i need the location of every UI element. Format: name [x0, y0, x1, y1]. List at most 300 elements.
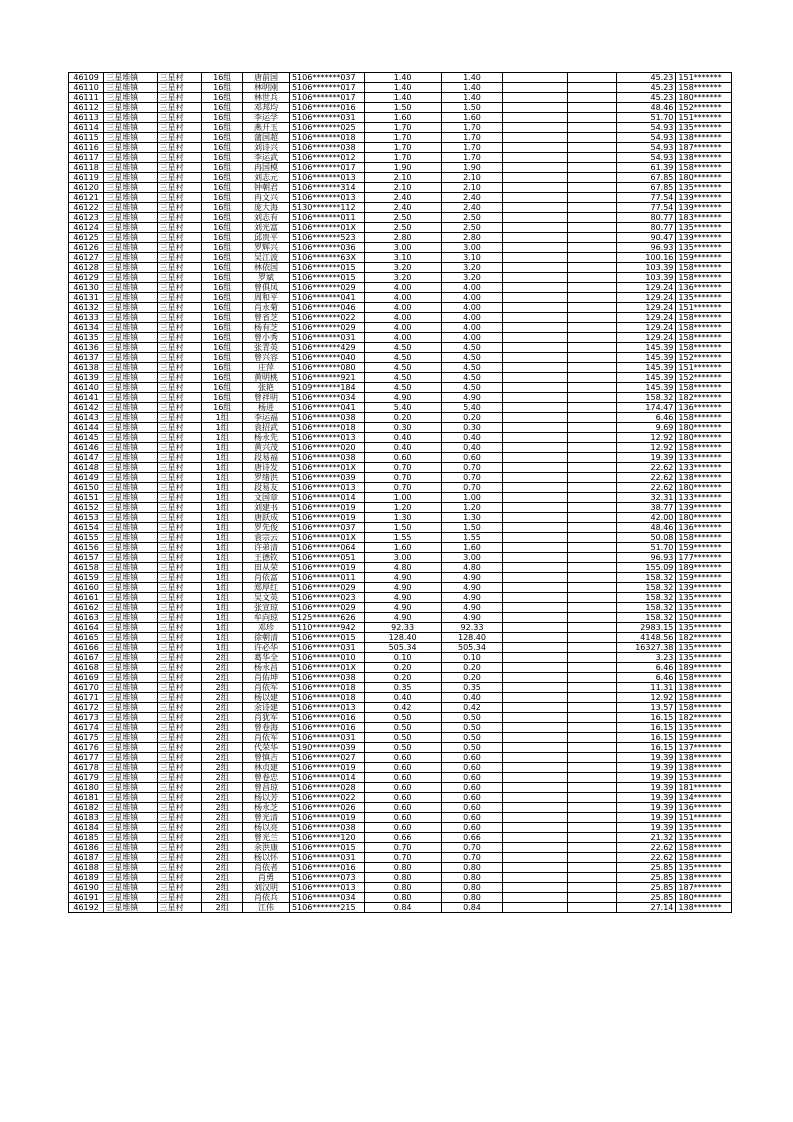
village-name: 三星村 — [157, 593, 202, 603]
confirmed-area-value: 0.80 — [441, 883, 503, 893]
id-number-masked: 5106*******031 — [289, 853, 364, 863]
farmer-name: 杨以芳 — [242, 793, 289, 803]
confirmed-area-value: 0.20 — [441, 673, 503, 683]
phone-number-masked: 135******* — [676, 183, 732, 193]
record-number: 46122 — [69, 203, 104, 213]
blank-cell — [567, 103, 616, 113]
village-name: 三星村 — [157, 813, 202, 823]
record-number: 46115 — [69, 133, 104, 143]
blank-cell — [567, 753, 616, 763]
farmer-name: 林依国 — [242, 263, 289, 273]
confirmed-area-value: 0.50 — [441, 723, 503, 733]
id-number-masked: 5106*******037 — [289, 73, 364, 83]
group-name: 1组 — [202, 603, 243, 613]
table-row — [69, 313, 732, 323]
blank-cell — [567, 373, 616, 383]
area-value: 0.80 — [364, 883, 441, 893]
village-name: 三星村 — [157, 393, 202, 403]
farmer-name: 曾小秀 — [242, 333, 289, 343]
town-name: 三星堆镇 — [104, 583, 157, 593]
town-name: 三星堆镇 — [104, 613, 157, 623]
farmer-name: 田从荣 — [242, 563, 289, 573]
record-number: 46152 — [69, 503, 104, 513]
blank-cell — [567, 393, 616, 403]
blank-cell — [567, 703, 616, 713]
subsidy-amount: 129.24 — [616, 323, 676, 333]
confirmed-area-value: 2.80 — [441, 233, 503, 243]
subsidy-amount: 145.39 — [616, 363, 676, 373]
subsidy-amount: 145.39 — [616, 343, 676, 353]
id-number-masked: 5106*******016 — [289, 723, 364, 733]
confirmed-area-value: 2.40 — [441, 203, 503, 213]
phone-number-masked: 151******* — [676, 363, 732, 373]
village-name: 三星村 — [157, 883, 202, 893]
id-number-masked: 5106*******020 — [289, 443, 364, 453]
farmer-name: 余诗建 — [242, 703, 289, 713]
village-name: 三星村 — [157, 243, 202, 253]
blank-cell — [503, 553, 567, 563]
phone-number-masked: 139******* — [676, 503, 732, 513]
table-row — [69, 873, 732, 883]
village-name: 三星村 — [157, 763, 202, 773]
record-number: 46179 — [69, 773, 104, 783]
farmer-name: 李运福 — [242, 413, 289, 423]
phone-number-masked: 153******* — [676, 773, 732, 783]
record-number: 46160 — [69, 583, 104, 593]
farmer-name: 郑厚红 — [242, 583, 289, 593]
blank-cell — [503, 633, 567, 643]
table-row — [69, 383, 732, 393]
town-name: 三星堆镇 — [104, 263, 157, 273]
group-name: 16组 — [202, 203, 243, 213]
table-row — [69, 763, 732, 773]
area-value: 505.34 — [364, 643, 441, 653]
id-number-masked: 5106*******046 — [289, 303, 364, 313]
farmer-name: 肖依兵 — [242, 893, 289, 903]
phone-number-masked: 182******* — [676, 713, 732, 723]
id-number-masked: 5106*******01X — [289, 533, 364, 543]
table-row — [69, 713, 732, 723]
table-row — [69, 863, 732, 873]
id-number-masked: 5130*******112 — [289, 203, 364, 213]
group-name: 16组 — [202, 313, 243, 323]
blank-cell — [567, 723, 616, 733]
blank-cell — [567, 843, 616, 853]
area-value: 0.50 — [364, 743, 441, 753]
blank-cell — [567, 253, 616, 263]
town-name: 三星堆镇 — [104, 523, 157, 533]
village-name: 三星村 — [157, 693, 202, 703]
table-row — [69, 663, 732, 673]
blank-cell — [503, 523, 567, 533]
group-name: 1组 — [202, 543, 243, 553]
area-value: 4.00 — [364, 303, 441, 313]
blank-cell — [503, 843, 567, 853]
confirmed-area-value: 2.10 — [441, 183, 503, 193]
farmer-name: 张宣琼 — [242, 603, 289, 613]
table-row — [69, 523, 732, 533]
group-name: 16组 — [202, 283, 243, 293]
town-name: 三星堆镇 — [104, 883, 157, 893]
blank-cell — [503, 643, 567, 653]
farmer-name: 曾省芝 — [242, 313, 289, 323]
id-number-masked: 5106*******027 — [289, 753, 364, 763]
group-name: 16组 — [202, 183, 243, 193]
area-value: 0.42 — [364, 703, 441, 713]
area-value: 3.00 — [364, 243, 441, 253]
town-name: 三星堆镇 — [104, 143, 157, 153]
group-name: 16组 — [202, 213, 243, 223]
town-name: 三星堆镇 — [104, 573, 157, 583]
farmer-name: 肖犹军 — [242, 713, 289, 723]
group-name: 1组 — [202, 583, 243, 593]
record-number: 46151 — [69, 493, 104, 503]
record-number: 46124 — [69, 223, 104, 233]
town-name: 三星堆镇 — [104, 553, 157, 563]
phone-number-masked: 135******* — [676, 243, 732, 253]
confirmed-area-value: 0.60 — [441, 793, 503, 803]
village-name: 三星村 — [157, 623, 202, 633]
subsidy-amount: 12.92 — [616, 693, 676, 703]
blank-cell — [503, 183, 567, 193]
group-name: 2组 — [202, 773, 243, 783]
blank-cell — [503, 503, 567, 513]
id-number-masked: 5106*******013 — [289, 193, 364, 203]
village-name: 三星村 — [157, 223, 202, 233]
id-number-masked: 5106*******022 — [289, 313, 364, 323]
subsidy-amount: 158.32 — [616, 583, 676, 593]
village-name: 三星村 — [157, 113, 202, 123]
area-value: 0.40 — [364, 693, 441, 703]
farmer-name: 罗辉兴 — [242, 243, 289, 253]
group-name: 1组 — [202, 413, 243, 423]
village-name: 三星村 — [157, 503, 202, 513]
farmer-name: 杨永芝 — [242, 803, 289, 813]
phone-number-masked: 158******* — [676, 163, 732, 173]
confirmed-area-value: 4.90 — [441, 593, 503, 603]
area-value: 1.60 — [364, 113, 441, 123]
id-number-masked: 5106*******019 — [289, 813, 364, 823]
village-name: 三星村 — [157, 233, 202, 243]
farmer-name: 吴江波 — [242, 253, 289, 263]
blank-cell — [503, 73, 567, 83]
area-value: 5.40 — [364, 403, 441, 413]
id-number-masked: 5106*******014 — [289, 773, 364, 783]
table-body — [69, 73, 732, 913]
farmer-name: 刘汉明 — [242, 883, 289, 893]
confirmed-area-value: 4.00 — [441, 293, 503, 303]
farmer-name: 唐跃成 — [242, 513, 289, 523]
blank-cell — [567, 543, 616, 553]
record-number: 46143 — [69, 413, 104, 423]
town-name: 三星堆镇 — [104, 343, 157, 353]
blank-cell — [503, 203, 567, 213]
subsidy-amount: 19.39 — [616, 803, 676, 813]
subsidy-amount: 19.39 — [616, 453, 676, 463]
farmer-name: 钟朝君 — [242, 183, 289, 193]
phone-number-masked: 135******* — [676, 863, 732, 873]
town-name: 三星堆镇 — [104, 703, 157, 713]
farmer-name: 冉国模 — [242, 163, 289, 173]
blank-cell — [503, 703, 567, 713]
blank-cell — [503, 793, 567, 803]
group-name: 16组 — [202, 193, 243, 203]
town-name: 三星堆镇 — [104, 623, 157, 633]
town-name: 三星堆镇 — [104, 653, 157, 663]
id-number-masked: 5106*******017 — [289, 163, 364, 173]
blank-cell — [503, 873, 567, 883]
blank-cell — [567, 433, 616, 443]
blank-cell — [567, 283, 616, 293]
village-name: 三星村 — [157, 253, 202, 263]
village-name: 三星村 — [157, 93, 202, 103]
phone-number-masked: 151******* — [676, 813, 732, 823]
area-value: 1.40 — [364, 83, 441, 93]
farmer-name: 吴文英 — [242, 593, 289, 603]
blank-cell — [567, 153, 616, 163]
table-row — [69, 393, 732, 403]
record-number: 46186 — [69, 843, 104, 853]
subsidy-amount: 22.62 — [616, 483, 676, 493]
group-name: 16组 — [202, 103, 243, 113]
table-row — [69, 733, 732, 743]
id-number-masked: 5106*******015 — [289, 273, 364, 283]
id-number-masked: 5106*******018 — [289, 423, 364, 433]
table-row — [69, 623, 732, 633]
id-number-masked: 5106*******016 — [289, 713, 364, 723]
area-value: 4.90 — [364, 613, 441, 623]
subsidy-amount: 42.00 — [616, 513, 676, 523]
id-number-masked: 5106*******034 — [289, 393, 364, 403]
subsidy-amount: 27.14 — [616, 903, 676, 913]
blank-cell — [567, 83, 616, 93]
table-row — [69, 703, 732, 713]
confirmed-area-value: 3.00 — [441, 243, 503, 253]
village-name: 三星村 — [157, 343, 202, 353]
record-number: 46163 — [69, 613, 104, 623]
farmer-name: 邓珍 — [242, 623, 289, 633]
table-row — [69, 353, 732, 363]
town-name: 三星堆镇 — [104, 903, 157, 913]
id-number-masked: 5106*******012 — [289, 153, 364, 163]
subsidy-amount: 54.93 — [616, 133, 676, 143]
subsidy-amount: 48.46 — [616, 103, 676, 113]
blank-cell — [567, 903, 616, 913]
blank-cell — [503, 153, 567, 163]
table-row — [69, 223, 732, 233]
area-value: 0.35 — [364, 683, 441, 693]
town-name: 三星堆镇 — [104, 433, 157, 443]
confirmed-area-value: 0.60 — [441, 773, 503, 783]
phone-number-masked: 139******* — [676, 233, 732, 243]
farmer-name: 杨永昌 — [242, 663, 289, 673]
confirmed-area-value: 5.40 — [441, 403, 503, 413]
blank-cell — [503, 513, 567, 523]
confirmed-area-value: 4.90 — [441, 603, 503, 613]
area-value: 0.20 — [364, 663, 441, 673]
blank-cell — [567, 333, 616, 343]
area-value: 1.40 — [364, 93, 441, 103]
blank-cell — [567, 413, 616, 423]
record-number: 46134 — [69, 323, 104, 333]
farmer-name: 杨进 — [242, 403, 289, 413]
blank-cell — [567, 453, 616, 463]
subsidy-amount: 158.32 — [616, 613, 676, 623]
id-number-masked: 5106*******073 — [289, 873, 364, 883]
id-number-masked: 5106*******034 — [289, 893, 364, 903]
phone-number-masked: 158******* — [676, 263, 732, 273]
subsidy-amount: 25.85 — [616, 883, 676, 893]
town-name: 三星堆镇 — [104, 753, 157, 763]
subsidy-amount: 9.69 — [616, 423, 676, 433]
confirmed-area-value: 1.70 — [441, 153, 503, 163]
group-name: 2组 — [202, 823, 243, 833]
record-number: 46121 — [69, 193, 104, 203]
id-number-masked: 5106*******029 — [289, 283, 364, 293]
table-row — [69, 243, 732, 253]
record-number: 46137 — [69, 353, 104, 363]
phone-number-masked: 158******* — [676, 533, 732, 543]
phone-number-masked: 135******* — [676, 293, 732, 303]
village-name: 三星村 — [157, 653, 202, 663]
confirmed-area-value: 1.55 — [441, 533, 503, 543]
phone-number-masked: 138******* — [676, 903, 732, 913]
town-name: 三星堆镇 — [104, 713, 157, 723]
town-name: 三星堆镇 — [104, 503, 157, 513]
blank-cell — [503, 443, 567, 453]
village-name: 三星村 — [157, 293, 202, 303]
area-value: 0.60 — [364, 753, 441, 763]
confirmed-area-value: 0.60 — [441, 783, 503, 793]
id-number-masked: 5106*******921 — [289, 373, 364, 383]
confirmed-area-value: 0.60 — [441, 753, 503, 763]
table-row — [69, 193, 732, 203]
table-row — [69, 413, 732, 423]
farmer-name: 徐朝清 — [242, 633, 289, 643]
village-name: 三星村 — [157, 873, 202, 883]
record-number: 46141 — [69, 393, 104, 403]
blank-cell — [503, 783, 567, 793]
record-number: 46187 — [69, 853, 104, 863]
record-number: 46142 — [69, 403, 104, 413]
id-number-masked: 5106*******013 — [289, 173, 364, 183]
town-name: 三星堆镇 — [104, 803, 157, 813]
table-row — [69, 123, 732, 133]
farmer-name: 邓邦均 — [242, 103, 289, 113]
phone-number-masked: 137******* — [676, 743, 732, 753]
town-name: 三星堆镇 — [104, 233, 157, 243]
table-row — [69, 653, 732, 663]
blank-cell — [503, 493, 567, 503]
village-name: 三星村 — [157, 513, 202, 523]
phone-number-masked: 177******* — [676, 553, 732, 563]
group-name: 2组 — [202, 873, 243, 883]
table-row — [69, 793, 732, 803]
subsidy-register-table — [68, 72, 732, 913]
village-name: 三星村 — [157, 723, 202, 733]
subsidy-amount: 80.77 — [616, 213, 676, 223]
table-row — [69, 173, 732, 183]
blank-cell — [503, 803, 567, 813]
farmer-name: 肖佑坤 — [242, 673, 289, 683]
id-number-masked: 5106*******025 — [289, 123, 364, 133]
confirmed-area-value: 4.00 — [441, 283, 503, 293]
blank-cell — [567, 653, 616, 663]
area-value: 4.90 — [364, 603, 441, 613]
farmer-name: 庄萍 — [242, 363, 289, 373]
phone-number-masked: 151******* — [676, 113, 732, 123]
village-name: 三星村 — [157, 323, 202, 333]
subsidy-amount: 96.93 — [616, 553, 676, 563]
group-name: 1组 — [202, 503, 243, 513]
blank-cell — [503, 133, 567, 143]
id-number-masked: 5106*******051 — [289, 553, 364, 563]
village-name: 三星村 — [157, 193, 202, 203]
farmer-name: 罗先俊 — [242, 523, 289, 533]
subsidy-amount: 4148.56 — [616, 633, 676, 643]
phone-number-masked: 182******* — [676, 393, 732, 403]
village-name: 三星村 — [157, 443, 202, 453]
group-name: 2组 — [202, 883, 243, 893]
blank-cell — [503, 413, 567, 423]
blank-cell — [567, 173, 616, 183]
area-value: 0.50 — [364, 713, 441, 723]
confirmed-area-value: 0.42 — [441, 703, 503, 713]
id-number-masked: 5106*******038 — [289, 453, 364, 463]
farmer-name: 罗斌 — [242, 273, 289, 283]
id-number-masked: 5106*******028 — [289, 783, 364, 793]
record-number: 46112 — [69, 103, 104, 113]
blank-cell — [567, 783, 616, 793]
blank-cell — [567, 223, 616, 233]
table-row — [69, 483, 732, 493]
blank-cell — [503, 193, 567, 203]
record-number: 46166 — [69, 643, 104, 653]
id-number-masked: 5110*******942 — [289, 623, 364, 633]
area-value: 0.70 — [364, 853, 441, 863]
blank-cell — [567, 343, 616, 353]
blank-cell — [567, 583, 616, 593]
blank-cell — [567, 183, 616, 193]
phone-number-masked: 133******* — [676, 453, 732, 463]
farmer-name: 林世兵 — [242, 93, 289, 103]
phone-number-masked: 180******* — [676, 93, 732, 103]
id-number-masked: 5106*******016 — [289, 103, 364, 113]
table-row — [69, 373, 732, 383]
phone-number-masked: 189******* — [676, 563, 732, 573]
subsidy-amount: 145.39 — [616, 373, 676, 383]
phone-number-masked: 158******* — [676, 693, 732, 703]
confirmed-area-value: 1.40 — [441, 83, 503, 93]
record-number: 46169 — [69, 673, 104, 683]
record-number: 46126 — [69, 243, 104, 253]
phone-number-masked: 182******* — [676, 633, 732, 643]
blank-cell — [503, 163, 567, 173]
confirmed-area-value: 1.20 — [441, 503, 503, 513]
area-value: 4.50 — [364, 383, 441, 393]
id-number-masked: 5106*******040 — [289, 353, 364, 363]
phone-number-masked: 135******* — [676, 603, 732, 613]
blank-cell — [567, 823, 616, 833]
area-value: 0.20 — [364, 413, 441, 423]
table-row — [69, 273, 732, 283]
village-name: 三星村 — [157, 133, 202, 143]
subsidy-amount: 158.32 — [616, 593, 676, 603]
group-name: 1组 — [202, 443, 243, 453]
record-number: 46125 — [69, 233, 104, 243]
village-name: 三星村 — [157, 853, 202, 863]
record-number: 46127 — [69, 253, 104, 263]
